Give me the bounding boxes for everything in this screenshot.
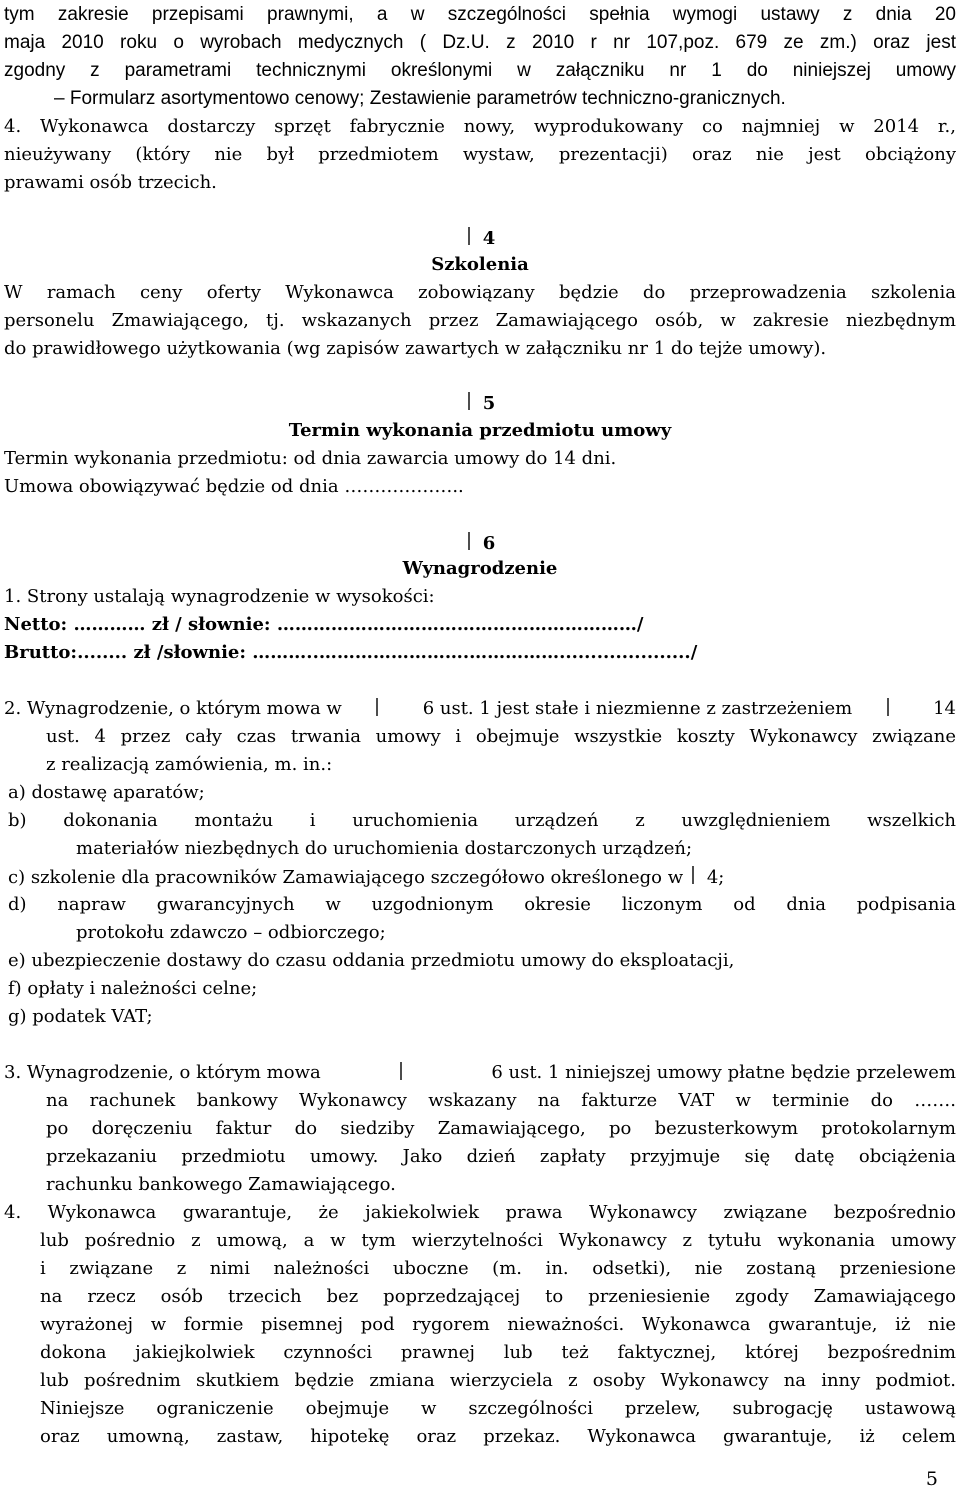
item-g: g) podatek VAT; (8, 1006, 153, 1027)
item-c-tail: 4; (706, 867, 725, 888)
top-paragraph-line-2: maja 2010 roku o wyrobach medycznych ( Dz.U. z 2010 r nr 107,poz. 679 ze zm.) oraz jest (4, 32, 956, 53)
item4-line-3: prawami osób trzecich. (4, 172, 217, 193)
section6-item-3-line-2: na rachunek bankowy Wykonawcy wskazany na fakturze VAT w terminie do ……. (46, 1090, 956, 1111)
item-c (8, 864, 956, 890)
paragraph-sign-icon (465, 225, 483, 247)
section6-number: 6 (482, 533, 496, 554)
section6-item-4-line-2: lub pośrednio z umową, a w tym wierzytelności Wykonawcy z tytułu wykonania umowy (40, 1230, 956, 1251)
item2-para-ref-1 (373, 696, 391, 722)
section5-line-2: Umowa obowiązywać będzie od dnia ……………….. (4, 476, 464, 497)
section6-item-3-line-4: przekazaniu przedmiotu umowy. Jako dzień zapłaty przyjmuje się datę obciążenia (46, 1146, 956, 1167)
top-paragraph-line-3: zgodny z parametrami technicznymi określonymi w załączniku nr 1 do niniejszej umowy (4, 60, 956, 81)
section6-title: Wynagrodzenie (402, 558, 558, 579)
item2-para-ref-2 (884, 696, 902, 722)
item3-text-b: 6 ust. 1 niniejszej umowy płatne będzie przelewem (491, 1062, 956, 1083)
item-c-text: c) szkolenie dla pracowników Zamawiającego szczegółowo określonego w (8, 867, 684, 888)
section4-line-3: do prawidłowego użytkowania (wg zapisów zawartych w załączniku nr 1 do tejże umowy). (4, 338, 827, 359)
item3-text-a: 3. Wynagrodzenie, o którym mowa (4, 1062, 321, 1083)
section6-item-4-line-6: dokona jakiejkolwiek czynności prawnej lub też faktycznej, której bezpośrednim (40, 1342, 956, 1363)
top-paragraph-line-1: tym zakresie przepisami prawnymi, a w szczególności spełnia wymogi ustawy z dnia 20 (4, 4, 956, 25)
section6-item-4-line-5: wyrażonej w formie pisemnej pod rygorem nieważności. Wykonawca gwarantuje, iż nie (40, 1314, 956, 1335)
section6-item-4-line-1: 4. Wykonawca gwarantuje, że jakiekolwiek prawa Wykonawcy związane bezpośrednio (4, 1202, 956, 1223)
item4-line-2: nieużywany (który nie był przedmiotem wystaw, prezentacji) oraz nie jest obciążony (4, 144, 956, 165)
brutto-line: Brutto:........ zł /słownie: ………..…………………….……………...................../ (4, 642, 698, 663)
paragraph-sign-icon (465, 530, 483, 552)
section6-item-2-line-1 (4, 696, 956, 722)
item4-line-1: 4. Wykonawca dostarczy sprzęt fabrycznie nowy, wyprodukowany co najmniej w 2014 r., (4, 116, 956, 137)
item2-text-a: 2. Wynagrodzenie, o którym mowa w (4, 698, 342, 719)
section4-heading (0, 225, 960, 251)
section5-heading (0, 390, 960, 416)
top-paragraph-line-4: – Formularz asortymentowo cenowy; Zestawienie parametrów techniczno-granicznych. (54, 88, 786, 109)
section6-item-2-line-3: z realizacją zamówienia, m. in.: (46, 754, 333, 775)
section5-line-1: Termin wykonania przedmiotu: od dnia zawarcia umowy do 14 dni. (4, 448, 617, 469)
section6-item-4-line-8: Niniejsze ograniczenie obejmuje w szczególności przelew, subrogację ustawową (40, 1398, 956, 1419)
netto-line: Netto: ………… zł / słownie: ……………………………………………………/ (4, 614, 644, 635)
section6-item-4-line-4: na rzecz osób trzecich bez poprzedzającej to przeniesienie zgody Zamawiającego (40, 1286, 956, 1307)
page-number: 5 (925, 1468, 938, 1490)
section6-item-4-line-3: i związane z nimi należności uboczne (m. in. odsetki), nie zostaną przeniesione (40, 1258, 956, 1279)
section6-item-4-line-9: oraz umowną, zastaw, hipotekę oraz przekaz. Wykonawca gwarantuje, iż celem (40, 1426, 956, 1447)
section5-number: 5 (482, 393, 496, 414)
item-b-line-2: materiałów niezbędnych do uruchomienia dostarczonych urządzeń; (76, 838, 693, 859)
section6-item-3-line-3: po doręczeniu faktur do siedziby Zamawiającego, po bezusterkowym protokolarnym (46, 1118, 956, 1139)
section6-item-2-line-2: ust. 4 przez cały czas trwania umowy i obejmuje wszystkie koszty Wykonawcy związane (46, 726, 956, 747)
section4-title: Szkolenia (431, 254, 529, 275)
item-e: e) ubezpieczenie dostawy do czasu oddania przedmiotu umowy do eksploatacji, (8, 950, 735, 971)
item-f: f) opłaty i należności celne; (8, 978, 258, 999)
item-a: a) dostawę aparatów; (8, 782, 205, 803)
section6-item-1: 1. Strony ustalają wynagrodzenie w wysokości: (4, 586, 435, 607)
item-d-line-2: protokołu zdawczo – odbiorczego; (76, 922, 386, 943)
section4-line-1: W ramach ceny oferty Wykonawca zobowiązany będzie do przeprowadzenia szkolenia (4, 282, 956, 303)
paragraph-sign-icon (465, 390, 483, 412)
section6-item-3-line-1 (4, 1060, 956, 1086)
section6-item-3-line-5: rachunku bankowego Zamawiającego. (46, 1174, 396, 1195)
section4-line-2: personelu Zmawiającego, tj. wskazanych przez Zamawiającego osób, w zakresie niezbędnym (4, 310, 956, 331)
section5-title: Termin wykonania przedmiotu umowy (288, 420, 672, 441)
item-b-line-1: b) dokonania montażu i uruchomienia urządzeń z uwzględnieniem wszelkich (8, 810, 956, 831)
paragraph-sign-icon (689, 864, 707, 886)
item2-text-b: 6 ust. 1 jest stałe i niezmienne z zastrzeżeniem (422, 698, 853, 719)
section6-item-4-line-7: lub pośrednim skutkiem będzie zmiana wierzyciela z osoby Wykonawcy na inny podmiot. (40, 1370, 956, 1391)
item2-text-c: 14 (933, 698, 956, 719)
section4-number: 4 (482, 228, 496, 249)
section6-heading (0, 530, 960, 556)
item3-para-ref (397, 1060, 415, 1086)
item-d-line-1: d) napraw gwarancyjnych w uzgodnionym okresie liczonym od dnia podpisania (8, 894, 956, 915)
